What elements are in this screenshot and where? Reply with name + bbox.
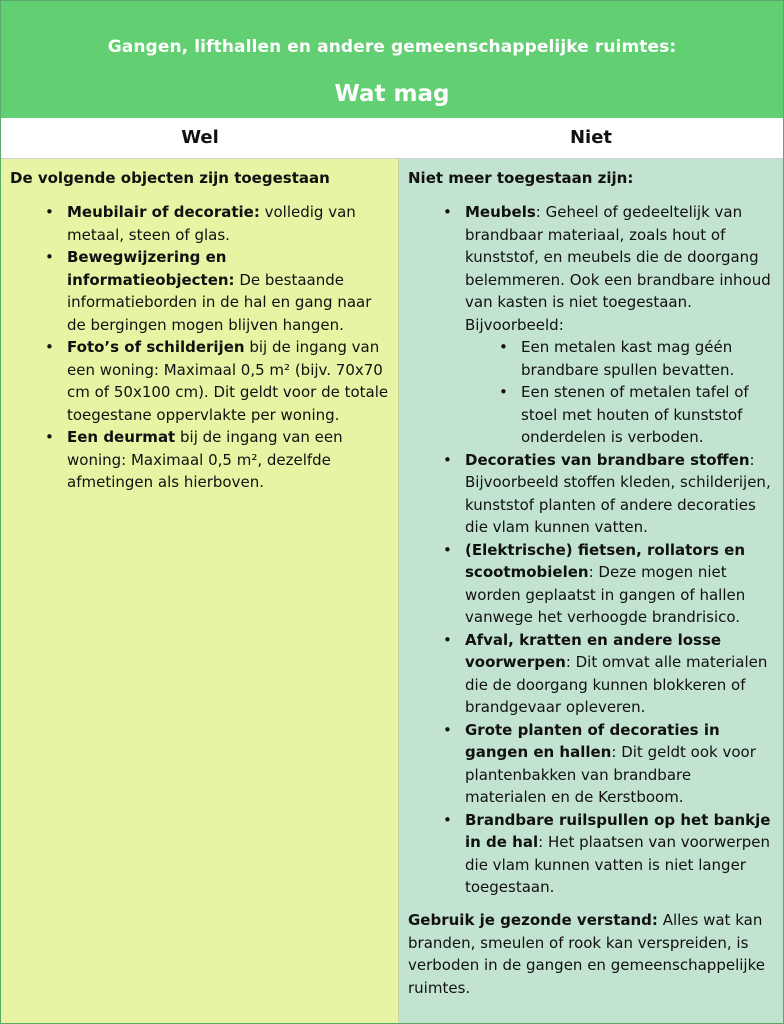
column-niet bbox=[399, 159, 783, 1023]
list-item bbox=[67, 246, 389, 336]
item-text: bij de ingang van een woning: Maximaal 0,5 m², dezelfde afmetingen als hierboven. bbox=[67, 428, 343, 491]
list-item bbox=[465, 629, 775, 719]
list-item bbox=[465, 449, 775, 539]
item-text: volledig van metaal, steen of glas. bbox=[67, 203, 356, 244]
item-title: Afval, kratten en andere losse voorwerpen bbox=[465, 630, 722, 671]
niet-intro: Niet meer toegestaan zijn: bbox=[408, 169, 634, 187]
header-title: Wat mag bbox=[334, 81, 450, 107]
item-text: : Geheel of gedeeltelijk van brandbaar materiaal, zoals hout of kunststof, en meubels die de doorgang belemmeren. Ook een brandbare inhoud van kasten is niet toegestaan. Bijvoorbeeld: bbox=[465, 203, 771, 334]
item-text: : Dit geldt ook voor plantenbakken van brandbare materialen en de Kerstboom. bbox=[465, 743, 756, 806]
list-item bbox=[67, 201, 389, 246]
item-text: : Deze mogen niet worden geplaatst in gangen of hallen vanwege het verhoogde brandrisico. bbox=[465, 563, 746, 626]
list-item bbox=[465, 539, 775, 629]
item-title: Meubels bbox=[465, 203, 536, 221]
sub-list-item: • Een stenen of metalen tafel of stoel met houten of kunststof onderdelen is verboden. bbox=[521, 381, 775, 449]
item-text: : Het plaatsen van voorwerpen die vlam kunnen vatten is niet langer toegestaan. bbox=[465, 833, 771, 896]
header-banner bbox=[1, 1, 783, 118]
item-text: : Bijvoorbeeld stoffen kleden, schilderijen, kunststof planten of andere decoraties die vlam kunnen vatten. bbox=[465, 450, 771, 536]
list-item bbox=[465, 719, 775, 809]
item-title: Decoraties van brandbare stoffen bbox=[465, 450, 750, 469]
list-item bbox=[465, 809, 775, 899]
item-title: (Elektrische) fietsen, rollators en scootmobielen bbox=[465, 540, 745, 581]
column-wel bbox=[1, 159, 399, 1023]
item-title: Een deurmat bbox=[67, 428, 176, 446]
column-headers bbox=[1, 118, 783, 159]
column-header-niet: Niet bbox=[569, 127, 613, 148]
niet-footer bbox=[408, 909, 776, 999]
item-text: De bestaande informatieborden in de hal en gang naar de bergingen mogen blijven hangen. bbox=[67, 270, 372, 334]
sub-list bbox=[521, 336, 775, 449]
sub-list-item: • Een metalen kast mag géén brandbare spullen bevatten. bbox=[521, 336, 775, 381]
item-title: Grote planten of decoraties in gangen en hallen bbox=[465, 720, 720, 761]
column-header-wel: Wel bbox=[181, 127, 219, 148]
item-text: bij de ingang van een woning: Maximaal 0,5 m² (bijv. 70x70 cm of 50x100 cm). Dit geldt voor de totale toegestane oppervlakte per woning. bbox=[67, 338, 389, 424]
item-title: Bewegwijzering en informatieobjecten: bbox=[67, 248, 235, 289]
item-title: Foto’s of schilderijen bbox=[67, 338, 245, 356]
header-subtitle: Gangen, lifthallen en andere gemeenschappelijke ruimtes: bbox=[107, 37, 677, 57]
wel-intro: De volgende objecten zijn toegestaan bbox=[10, 169, 330, 187]
wel-list bbox=[67, 201, 389, 494]
item-title: Meubilair of decoratie: bbox=[67, 203, 260, 221]
list-item bbox=[67, 336, 389, 426]
list-item bbox=[67, 426, 389, 494]
item-text: : Dit omvat alle materialen die de doorgang kunnen blokkeren of brandgevaar opleveren. bbox=[465, 653, 768, 716]
list-item bbox=[465, 201, 775, 449]
niet-list bbox=[465, 201, 775, 899]
footer-title: Gebruik je gezonde verstand: bbox=[408, 911, 658, 929]
item-title: Brandbare ruilspullen op het bankje in de hal bbox=[465, 810, 771, 851]
footer-text: Alles wat kan branden, smeulen of rook kan verspreiden, is verboden in de gangen en gemeenschappelijke ruimtes. bbox=[408, 911, 765, 997]
